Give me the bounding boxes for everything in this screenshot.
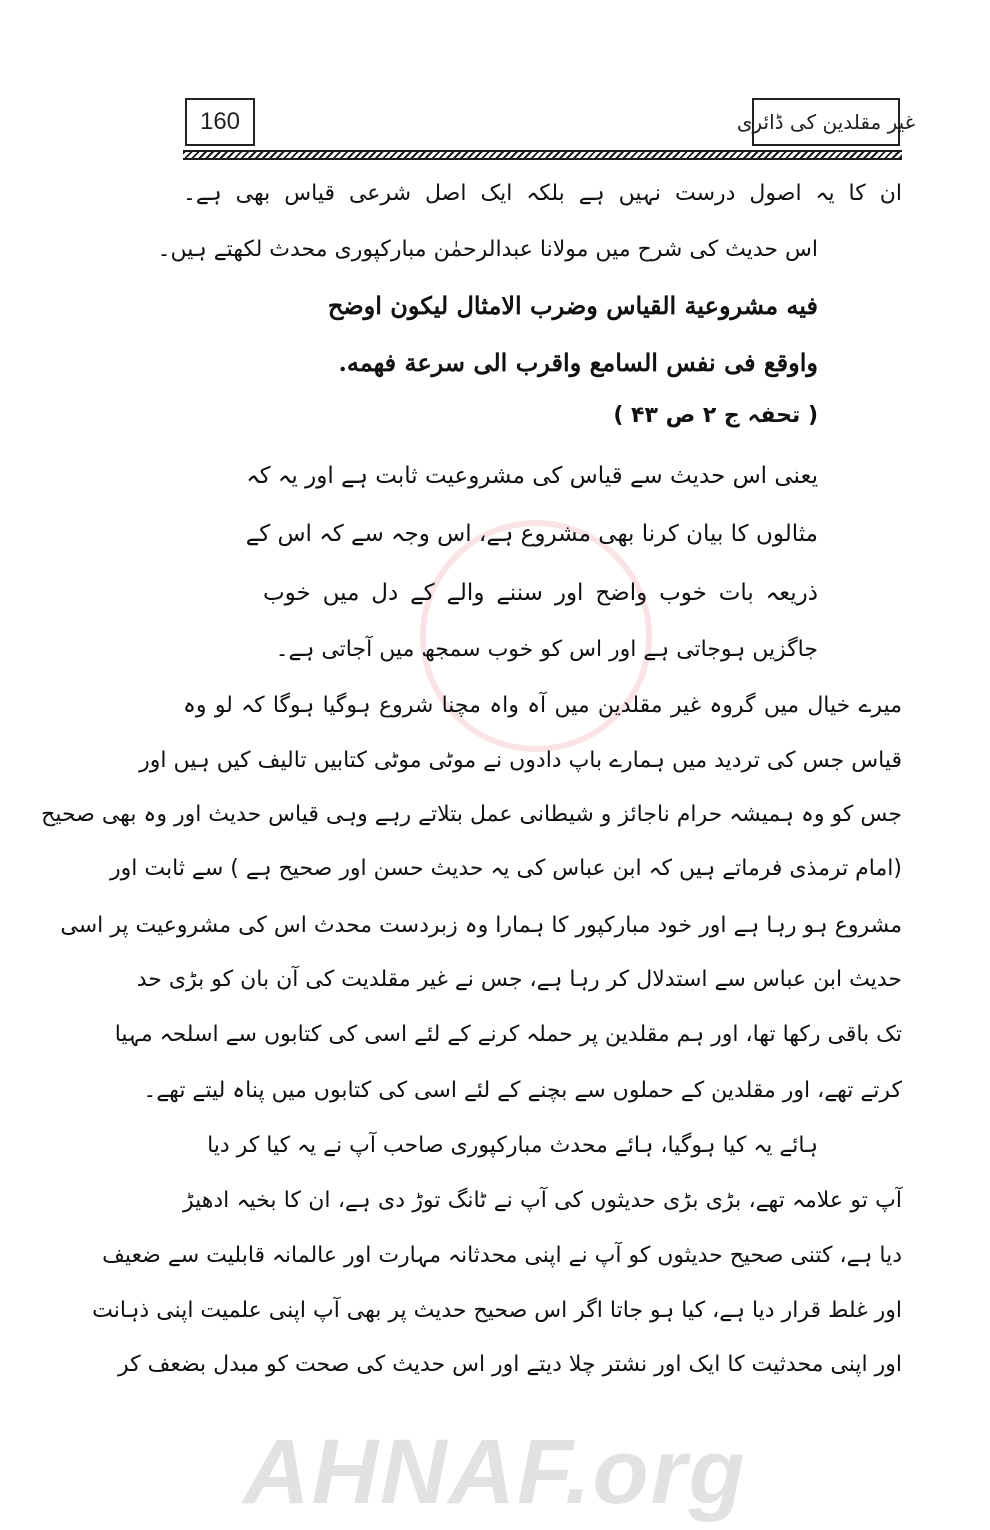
text-line: ہائے یہ کیا ہوگیا، ہائے محدث مبارکپوری صاحب آپ نے یہ کیا کر دیا [207,1133,818,1158]
text-line: اور اپنی محدثیت کا ایک اور نشتر چلا دیتے اور اس حدیث کی صحت کو مبدل بضعف کر [117,1352,902,1377]
translation-line: یعنی اس حدیث سے قیاس کی مشروعیت ثابت ہے اور یہ کہ [246,463,818,489]
header-divider [183,150,902,160]
page-number: 160 [185,98,255,146]
text-line: کرتے تھے، اور مقلدین کے حملوں سے بچنے کے لئے اسی کی کتابوں میں پناہ لیتے تھے۔ [143,1078,902,1103]
translation-line: جاگزیں ہوجاتی ہے اور اس کو خوب سمجھ میں آجاتی ہے۔ [275,637,818,662]
text-line: حدیث ابن عباس سے استدلال کر رہا ہے، جس نے غیر مقلدیت کی آن بان کو بڑی حد [136,967,902,992]
text-line: اور غلط قرار دیا ہے، کیا ہو جاتا اگر اس صحیح حدیث پر بھی آپ اپنی علمیت اپنی ذہانت [92,1298,902,1323]
text-line: آپ تو علامہ تھے، بڑی بڑی حدیثوں کی آپ نے ٹانگ توڑ دی ہے، ان کا بخیہ ادھیڑ [183,1188,902,1213]
translation-line: ذریعہ بات خوب واضح اور سننے والے کے دل میں خوب [263,580,818,606]
text-line: میرے خیال میں گروہ غیر مقلدین میں آہ واہ مچنا شروع ہوگیا ہوگا کہ لو وہ [183,693,902,718]
text-line: جس کو وہ ہمیشہ حرام ناجائز و شیطانی عمل بتلاتے رہے وہی قیاس حدیث اور وہ بھی صحیح [41,802,902,827]
text-line: دیا ہے، کتنی صحیح حدیثوں کو آپ نے اپنی محدثانہ مہارت اور عالمانہ قابلیت سے ضعیف [102,1243,902,1268]
arabic-quote-line: واوقع فی نفس السامع واقرب الی سرعة فهمه. [338,348,818,377]
text-line: مشروع ہو رہا ہے اور خود مبارکپور کا ہمارا وہ زبردست محدث اس کی مشروعیت پر اسی [60,913,902,938]
arabic-quote-line: فیه مشروعیة القیاس وضرب الامثال لیکون اوضح [327,291,818,320]
text-line: ان کا یہ اصول درست نہیں ہے بلکہ ایک اصل شرعی قیاس بھی ہے۔ [183,181,902,206]
translation-line: مثالوں کا بیان کرنا بھی مشروع ہے، اس وجہ سے کہ اس کے [245,521,818,547]
site-watermark: AHNAF.org [243,1421,747,1523]
text-line: قیاس جس کی تردید میں ہمارے باپ دادوں نے موٹی موٹی کتابیں تالیف کیں ہیں اور [139,748,902,773]
text-line: اس حدیث کی شرح میں مولانا عبدالرحمٰن مبارکپوری محدث لکھتے ہیں۔ [157,237,818,262]
text-line: تک باقی رکھا تھا، اور ہم مقلدین پر حملہ کرنے کے لئے اسی کی کتابوں سے اسلحہ مہیا [114,1022,902,1047]
text-line: (امام ترمذی فرماتے ہیں کہ ابن عباس کی یہ حدیث حسن اور صحیح ہے ) سے ثابت اور [110,856,902,881]
reference-citation: ( تحفہ ج ۲ ص ۴۳ ) [613,403,818,428]
book-title: غیر مقلدین کی ڈائری [752,98,900,146]
